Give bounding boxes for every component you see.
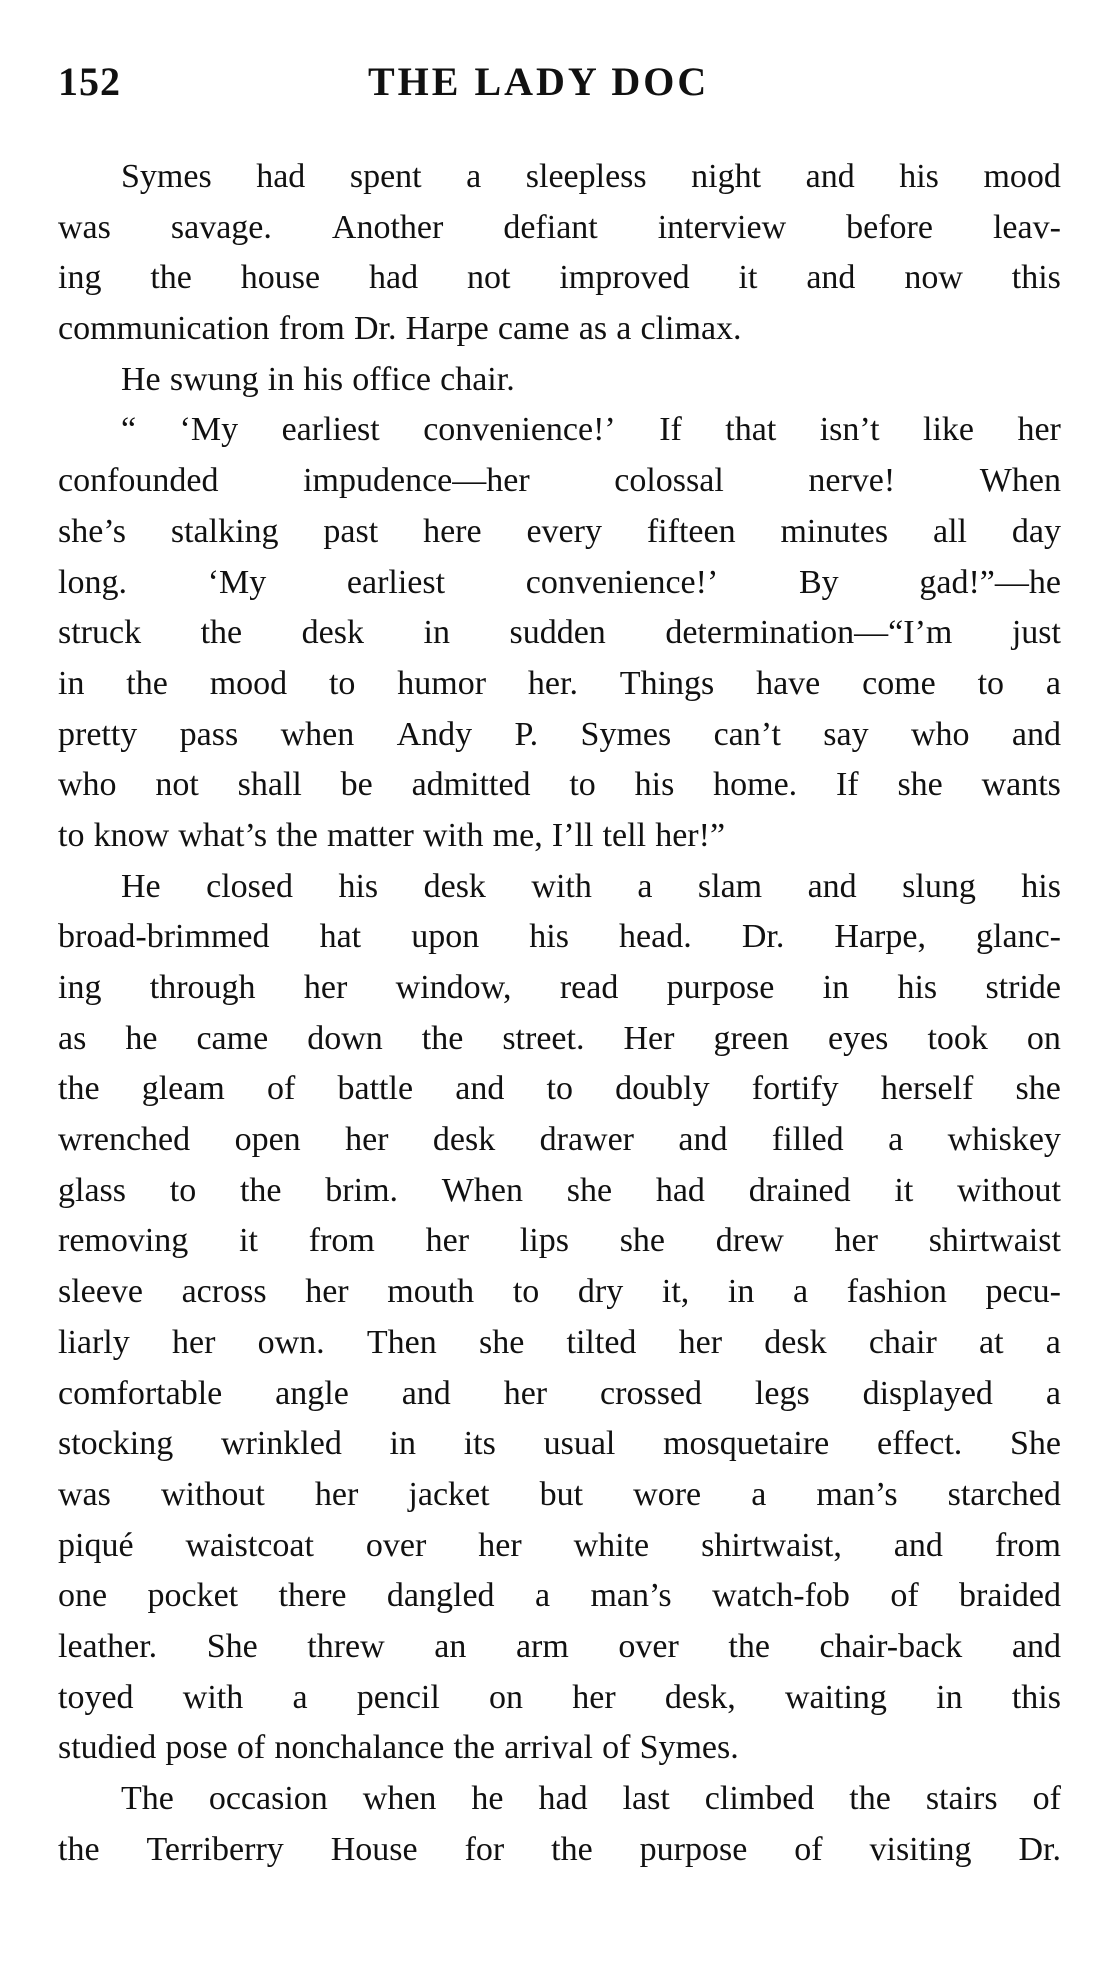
text-line: removing it from her lips she drew her shirtwaist [58,1222,1061,1260]
text-line: the Terriberry House for the purpose of visiting Dr. [58,1830,1061,1868]
text-line: “ ‘My earliest convenience!’ If that isn’t like her [121,411,1061,449]
text-line: sleeve across her mouth to dry it, in a fashion pecu- [58,1273,1061,1311]
text-line: one pocket there dangled a man’s watch-fob of braided [58,1577,1061,1615]
text-line: who not shall be admitted to his home. If she wants [58,766,1061,804]
text-line: struck the desk in sudden determination—“I’m just [58,614,1061,652]
text-line: ing the house had not improved it and now this [58,259,1061,297]
text-line: Symes had spent a sleepless night and his mood [121,158,1061,195]
text-line: as he came down the street. Her green eyes took on [58,1019,1061,1057]
text-line: pretty pass when Andy P. Symes can’t say who and [58,715,1061,753]
text-line: confounded impudence—her colossal nerve! When [58,462,1061,500]
text-line: comfortable angle and her crossed legs displayed a [58,1374,1061,1412]
text-line: leather. She threw an arm over the chair-back and [58,1627,1061,1665]
text-line: liarly her own. Then she tilted her desk chair at a [58,1323,1061,1361]
text-line: communication from Dr. Harpe came as a climax. [58,310,742,348]
text-line: in the mood to humor her. Things have come to a [58,664,1061,702]
running-head: THE LADY DOC [368,59,710,104]
text-line: she’s stalking past here every fifteen minutes all day [58,512,1061,550]
text-line: He swung in his office chair. [121,360,515,398]
text-line: wrenched open her desk drawer and filled a whiskey [58,1121,1061,1159]
text-line: long. ‘My earliest convenience!’ By gad!”—he [58,563,1061,601]
text-line: He closed his desk with a slam and slung his [121,867,1061,905]
text-line: stocking wrinkled in its usual mosquetaire effect. She [58,1425,1061,1463]
body-text [58,152,1061,1875]
page-header [58,58,1058,118]
text-line: ing through her window, read purpose in his stride [58,969,1061,1006]
text-line: broad-brimmed hat upon his head. Dr. Harpe, glanc- [58,918,1061,956]
text-line: was savage. Another defiant interview before leav- [58,208,1061,246]
text-line: studied pose of nonchalance the arrival of Symes. [58,1729,739,1767]
page-number: 152 [58,59,121,104]
text-line: piqué waistcoat over her white shirtwaist, and from [58,1526,1061,1564]
text-line: glass to the brim. When she had drained it without [58,1171,1061,1209]
text-line: to know what’s the matter with me, I’ll tell her!” [58,816,726,854]
text-line: the gleam of battle and to doubly fortify herself she [58,1070,1061,1108]
text-line: was without her jacket but wore a man’s starched [58,1475,1061,1513]
text-line: toyed with a pencil on her desk, waiting in this [58,1678,1061,1716]
text-line: The occasion when he had last climbed the stairs of [121,1780,1061,1817]
